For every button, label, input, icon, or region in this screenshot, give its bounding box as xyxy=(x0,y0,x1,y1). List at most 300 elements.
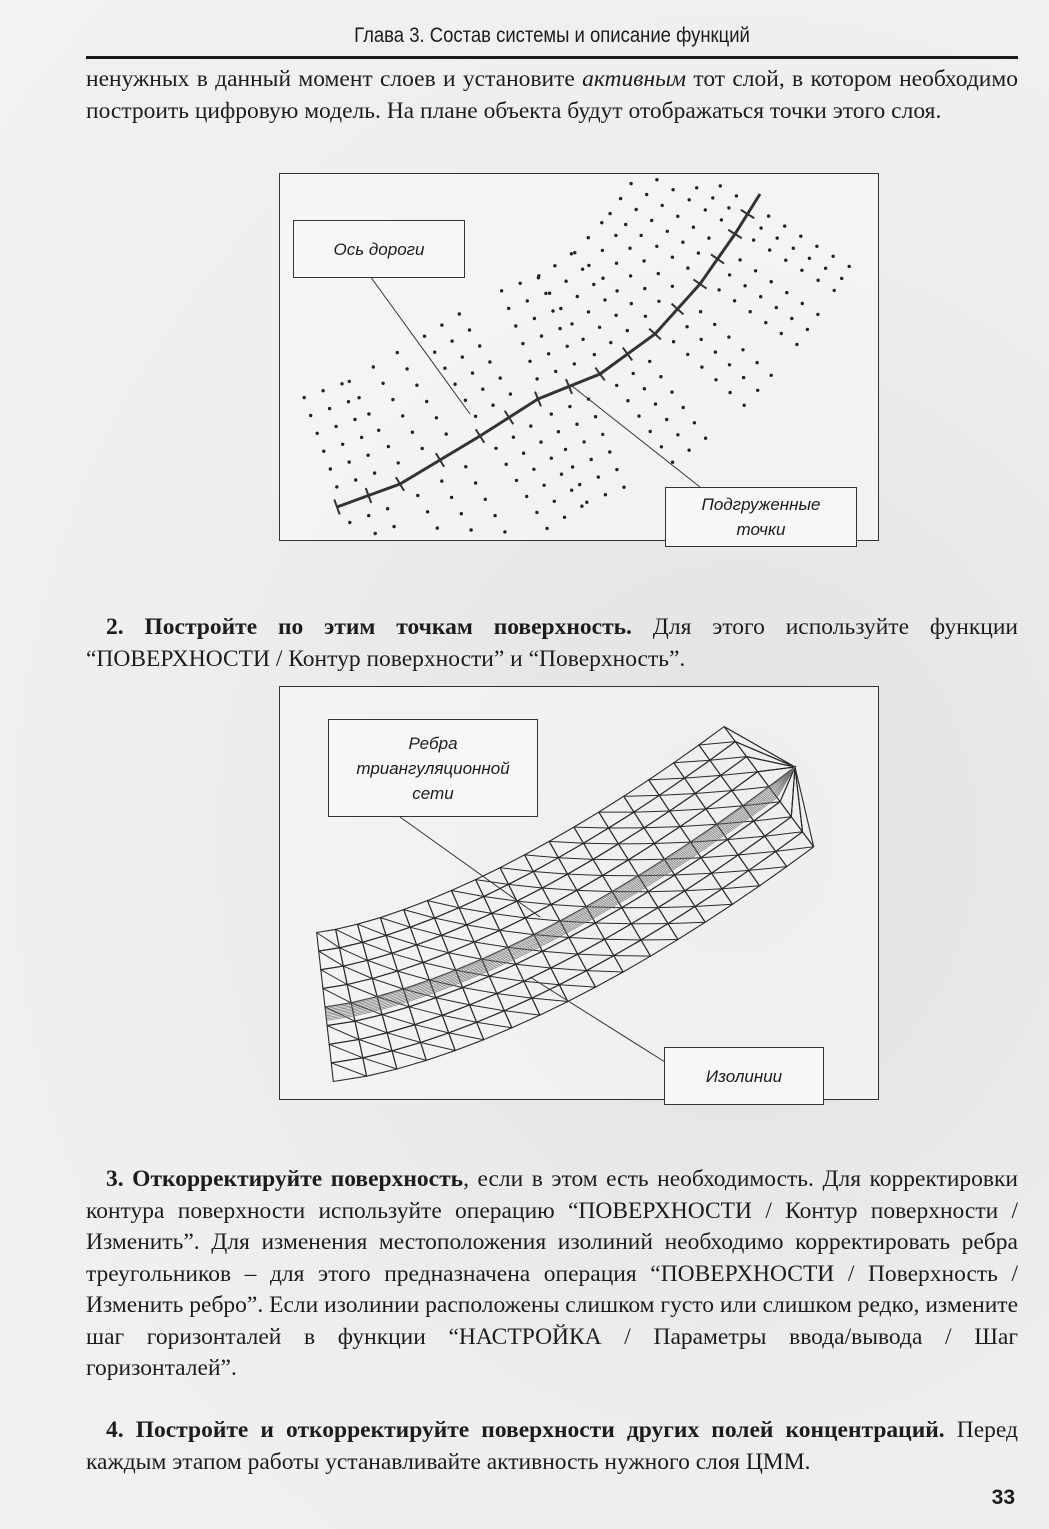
mesh-diagonal xyxy=(624,795,660,796)
survey-point xyxy=(682,406,685,409)
survey-point xyxy=(354,478,357,481)
survey-point xyxy=(396,351,399,354)
axis-tick xyxy=(728,230,742,238)
survey-point xyxy=(624,223,627,226)
survey-point xyxy=(648,360,651,363)
survey-point xyxy=(808,257,811,260)
survey-point xyxy=(507,307,510,310)
survey-point xyxy=(643,387,646,390)
survey-point xyxy=(484,498,487,501)
callout-loaded-points-line1: Подгруженные xyxy=(701,495,821,514)
survey-point xyxy=(582,440,585,443)
survey-point xyxy=(578,483,581,486)
survey-point xyxy=(686,353,689,356)
mesh-diagonal xyxy=(675,873,712,875)
survey-point xyxy=(738,258,741,261)
survey-point xyxy=(755,361,758,364)
survey-point xyxy=(357,396,360,399)
survey-point xyxy=(550,412,553,415)
survey-point xyxy=(590,458,593,461)
survey-point xyxy=(512,436,515,439)
mesh-diagonal xyxy=(500,930,534,934)
survey-point xyxy=(464,465,467,468)
survey-point xyxy=(559,307,562,310)
mesh-diagonal xyxy=(659,794,695,796)
survey-point xyxy=(348,460,351,463)
mesh-diagonal xyxy=(532,998,568,1001)
mesh-diagonal xyxy=(387,1033,421,1043)
mesh-diagonal xyxy=(382,1015,415,1025)
survey-point xyxy=(416,494,419,497)
survey-point xyxy=(573,251,576,254)
survey-point xyxy=(537,276,540,279)
survey-point xyxy=(461,355,464,358)
leader-road-axis xyxy=(370,276,470,414)
mesh-diagonal xyxy=(392,1051,426,1061)
survey-point xyxy=(700,338,703,341)
survey-point xyxy=(468,328,471,331)
survey-point xyxy=(571,465,574,468)
mesh-diagonal xyxy=(795,767,803,832)
survey-point xyxy=(585,501,588,504)
survey-point xyxy=(440,323,443,326)
survey-point xyxy=(474,481,477,484)
survey-point xyxy=(373,471,376,474)
survey-point xyxy=(366,454,369,457)
running-head: Глава 3. Состав системы и описание функций xyxy=(354,24,750,47)
survey-point xyxy=(735,194,738,197)
mesh-diagonal xyxy=(467,925,500,931)
mesh-diagonal xyxy=(359,1040,392,1051)
survey-point xyxy=(587,236,590,239)
mesh-diagonal xyxy=(654,842,690,843)
mesh-diagonal xyxy=(323,988,351,1002)
survey-point xyxy=(553,264,556,267)
survey-point xyxy=(719,184,722,187)
survey-point xyxy=(548,292,551,295)
mesh-diagonal xyxy=(634,811,670,812)
survey-point xyxy=(687,449,690,452)
survey-point xyxy=(615,262,618,265)
survey-point xyxy=(515,479,518,482)
mesh-diagonal xyxy=(695,904,732,906)
survey-point xyxy=(500,289,503,292)
survey-point xyxy=(551,309,554,312)
leader-loaded-points xyxy=(572,386,700,487)
intro-text-2: тот слой, в котором необходимо построить цифровую модель. На плане объекта будут отображаться точки этого слоя. xyxy=(86,66,1018,124)
survey-point xyxy=(581,338,584,341)
survey-point xyxy=(566,345,569,348)
survey-point xyxy=(848,265,851,268)
mesh-diagonal xyxy=(386,935,417,945)
mesh-diagonal xyxy=(363,1058,397,1069)
survey-point xyxy=(801,302,804,305)
survey-point xyxy=(649,430,652,433)
survey-point xyxy=(815,245,818,248)
survey-point xyxy=(433,351,436,354)
survey-point xyxy=(564,280,567,283)
mesh-diagonal xyxy=(459,908,492,914)
survey-point xyxy=(440,479,443,482)
mesh-diagonal xyxy=(584,843,619,844)
survey-point xyxy=(650,219,653,222)
survey-point xyxy=(840,277,843,280)
mesh-diagonal xyxy=(321,970,347,985)
mesh-diagonal xyxy=(685,889,722,891)
survey-point xyxy=(464,399,467,402)
survey-point xyxy=(601,249,604,252)
mesh-diagonal xyxy=(372,979,403,990)
survey-point xyxy=(655,245,658,248)
survey-point xyxy=(770,280,773,283)
mesh-diagonal xyxy=(476,880,509,885)
mesh-diagonal xyxy=(410,927,441,935)
callout-road-axis xyxy=(293,220,465,278)
survey-point xyxy=(341,443,344,446)
survey-point xyxy=(713,323,716,326)
survey-point xyxy=(348,521,351,524)
mesh-diagonal xyxy=(685,775,721,778)
survey-point xyxy=(671,188,674,191)
survey-point xyxy=(593,353,596,356)
survey-point xyxy=(405,367,408,370)
mesh-diagonal xyxy=(343,966,372,978)
survey-point xyxy=(544,292,547,295)
axis-tick xyxy=(711,254,724,263)
survey-point xyxy=(580,505,583,508)
survey-point xyxy=(688,198,691,201)
survey-point xyxy=(499,376,502,379)
axis-tick xyxy=(741,210,755,218)
survey-point xyxy=(367,514,370,517)
survey-point xyxy=(377,429,380,432)
survey-point xyxy=(686,266,689,269)
survey-point xyxy=(545,527,548,530)
survey-point xyxy=(665,418,668,421)
step-3-text: , если в этом есть необходимость. Для корректировки контура поверхности используйте операцию “ПОВЕРХНОСТИ / Контур поверхности / Изменить”. Для изменения местоположения изолиний необходимо корректировать ребра треугольников – для этого предназначена операция “ПОВЕРХНОСТИ / Поверхность / Изменить ребро”. Если изолинии расположены слишком густо или слишком редко, измените шаг горизонталей в функции “НАСТРОЙКА / Параметры ввода/вывода / Шаг горизонталей”. xyxy=(86,1166,1018,1381)
survey-point xyxy=(629,274,632,277)
mesh-diagonal xyxy=(721,772,758,776)
mesh-diagonal xyxy=(551,905,586,907)
mesh-diagonal xyxy=(470,1005,505,1011)
callout-tin-edges-line1: Ребра xyxy=(408,733,458,753)
survey-point xyxy=(568,405,571,408)
mesh-diagonal xyxy=(492,913,526,918)
survey-point xyxy=(322,450,325,453)
survey-point xyxy=(587,310,590,313)
mesh-diagonal xyxy=(404,910,435,918)
survey-point xyxy=(783,224,786,227)
survey-point xyxy=(693,421,696,424)
survey-point xyxy=(570,322,573,325)
survey-point xyxy=(533,317,536,320)
survey-point xyxy=(707,236,710,239)
survey-point xyxy=(661,204,664,207)
survey-point xyxy=(695,186,698,189)
survey-point xyxy=(526,299,529,302)
mesh-diagonal xyxy=(398,971,430,980)
survey-point xyxy=(816,313,819,316)
mesh-diagonal xyxy=(644,827,680,828)
step-4-text: Перед каждым этапом работы устанавливайте активность нужного слоя ЦММ. xyxy=(86,1417,1018,1475)
survey-point xyxy=(619,197,622,200)
mesh-diagonal xyxy=(699,742,735,745)
step-2-paragraph xyxy=(86,612,1018,675)
callout-loaded-points xyxy=(665,487,857,547)
mesh-diagonal xyxy=(551,968,587,971)
survey-point xyxy=(603,298,606,301)
survey-point xyxy=(699,310,702,313)
survey-point xyxy=(676,433,679,436)
survey-point xyxy=(529,424,532,427)
mesh-diagonal xyxy=(380,918,410,928)
survey-point xyxy=(554,370,557,373)
mesh-diagonal xyxy=(724,727,795,767)
survey-point xyxy=(519,282,522,285)
mesh-diagonal xyxy=(710,757,747,761)
survey-point xyxy=(481,388,484,391)
mesh-diagonal xyxy=(747,757,796,767)
survey-point xyxy=(488,360,491,363)
mesh-diagonal xyxy=(367,960,397,971)
mesh-diagonal xyxy=(417,945,449,953)
survey-point xyxy=(425,400,428,403)
survey-point xyxy=(392,525,395,528)
leader-isolines xyxy=(530,977,665,1062)
survey-point xyxy=(671,285,674,288)
mesh-diagonal xyxy=(340,948,368,961)
mesh-diagonal xyxy=(595,923,631,924)
mesh-diagonal xyxy=(568,874,603,875)
survey-point xyxy=(575,423,578,426)
mesh-diagonal xyxy=(516,964,551,968)
mesh-diagonal xyxy=(670,809,706,811)
mesh-diagonal xyxy=(525,855,559,858)
mesh-diagonal xyxy=(722,886,760,889)
survey-point xyxy=(728,363,731,366)
survey-point xyxy=(367,412,370,415)
survey-point xyxy=(458,312,461,315)
survey-point xyxy=(637,414,640,417)
survey-point xyxy=(799,235,802,238)
survey-point xyxy=(436,526,439,529)
mesh-diagonal xyxy=(409,1007,442,1016)
survey-point xyxy=(374,532,377,535)
survey-point xyxy=(717,288,720,291)
mesh-diagonal xyxy=(427,901,459,908)
survey-point xyxy=(628,247,631,250)
survey-point xyxy=(573,362,576,365)
mesh-diagonal xyxy=(497,994,532,999)
survey-point xyxy=(643,287,646,290)
survey-point xyxy=(450,496,453,499)
survey-point xyxy=(608,212,611,215)
survey-point xyxy=(478,344,481,347)
survey-point xyxy=(353,418,356,421)
survey-point xyxy=(600,221,603,224)
survey-point xyxy=(626,329,629,332)
survey-point xyxy=(609,341,612,344)
survey-point xyxy=(570,252,573,255)
survey-point xyxy=(615,384,618,387)
survey-point xyxy=(672,340,675,343)
leader-tin-edges xyxy=(400,817,540,917)
survey-point xyxy=(474,415,477,418)
survey-point xyxy=(752,238,755,241)
survey-point xyxy=(632,372,635,375)
survey-point xyxy=(654,402,657,405)
survey-point xyxy=(415,384,418,387)
mesh-diagonal xyxy=(474,942,508,947)
survey-point xyxy=(360,436,363,439)
mesh-diagonal xyxy=(542,951,577,954)
mesh-diagonal xyxy=(593,859,628,860)
survey-point xyxy=(450,339,453,342)
survey-point xyxy=(704,437,707,440)
mesh-diagonal xyxy=(695,791,732,794)
mesh-diagonal xyxy=(336,929,363,942)
survey-point xyxy=(759,295,762,298)
survey-point xyxy=(615,468,618,471)
survey-point xyxy=(645,193,648,196)
mesh-diagonal xyxy=(628,859,664,860)
survey-point xyxy=(764,321,767,324)
intro-text-1: ненужных в данный момент слоев и установите xyxy=(86,66,583,92)
survey-point xyxy=(386,507,389,510)
mesh-diagonal xyxy=(317,933,340,948)
survey-point xyxy=(426,510,429,513)
survey-point xyxy=(494,447,497,450)
mesh-diagonal xyxy=(648,891,685,892)
mesh-diagonal xyxy=(727,836,764,839)
mesh-diagonal xyxy=(327,1026,359,1040)
mesh-diagonal xyxy=(549,841,583,843)
survey-point xyxy=(768,248,771,251)
survey-point xyxy=(640,234,643,237)
mesh-diagonal xyxy=(605,939,641,940)
survey-point xyxy=(601,277,604,280)
survey-point xyxy=(831,255,834,258)
mesh-diagonal xyxy=(577,890,612,891)
survey-point xyxy=(321,389,324,392)
survey-point xyxy=(435,416,438,419)
survey-point xyxy=(615,289,618,292)
step-3-paragraph xyxy=(86,1164,1018,1385)
mesh-diagonal xyxy=(436,998,470,1005)
mesh-diagonal xyxy=(451,891,483,897)
survey-point xyxy=(493,514,496,517)
survey-point xyxy=(592,283,595,286)
intro-emphasis: активным xyxy=(582,66,687,92)
mesh-diagonal xyxy=(477,1022,512,1028)
survey-point xyxy=(340,382,343,385)
survey-point xyxy=(833,289,836,292)
callout-road-axis-label: Ось дороги xyxy=(333,239,425,259)
survey-point xyxy=(754,269,757,272)
survey-point xyxy=(587,264,590,267)
survey-point xyxy=(521,342,524,345)
mesh-diagonal xyxy=(331,1063,366,1076)
survey-point xyxy=(727,335,730,338)
mesh-diagonal xyxy=(421,1043,456,1051)
mesh-diagonal xyxy=(449,1033,484,1040)
mesh-diagonal xyxy=(355,1021,387,1033)
survey-point xyxy=(806,328,809,331)
callout-isolines xyxy=(664,1047,824,1105)
survey-point xyxy=(557,430,560,433)
step-2-heading: 2. Постройте по этим точкам поверхность. xyxy=(106,614,632,640)
survey-point xyxy=(316,432,319,435)
survey-point xyxy=(535,511,538,514)
survey-point xyxy=(598,326,601,329)
survey-point xyxy=(525,495,528,498)
mesh-diagonal xyxy=(533,872,567,875)
mesh-diagonal xyxy=(558,858,593,860)
survey-point xyxy=(733,299,736,302)
step-4-heading: 4. Постройте и откорректируйте поверхности других полей концентраций. xyxy=(106,1417,945,1443)
survey-point xyxy=(601,433,604,436)
step-4-paragraph xyxy=(86,1415,1018,1478)
survey-point xyxy=(509,392,512,395)
survey-point xyxy=(540,334,543,337)
survey-point xyxy=(759,226,762,229)
mesh-diagonal xyxy=(559,985,595,987)
survey-point xyxy=(671,256,674,259)
survey-point xyxy=(391,398,394,401)
survey-point xyxy=(445,432,448,435)
survey-point xyxy=(570,489,573,492)
page-number: 33 xyxy=(991,1486,1015,1509)
survey-point xyxy=(460,512,463,515)
callout-tin-edges-line3: сети xyxy=(412,783,454,803)
mesh-diagonal xyxy=(504,1011,540,1015)
survey-point xyxy=(614,314,617,317)
mesh-diagonal xyxy=(574,827,609,828)
callout-tin-edges-line2: триангуляционной xyxy=(356,758,510,778)
survey-point xyxy=(564,448,567,451)
callout-loaded-points-line2: точки xyxy=(736,520,786,539)
mesh-diagonal xyxy=(463,988,497,994)
survey-point xyxy=(604,493,607,496)
survey-point xyxy=(714,350,717,353)
survey-point xyxy=(381,382,384,385)
survey-point xyxy=(347,400,350,403)
survey-point xyxy=(528,360,531,363)
survey-point xyxy=(553,500,556,503)
mesh-diagonal xyxy=(423,963,456,971)
survey-point xyxy=(728,391,731,394)
survey-point xyxy=(816,279,819,282)
survey-point xyxy=(666,230,669,233)
mesh-diagonal xyxy=(500,868,533,872)
mesh-diagonal xyxy=(732,787,769,791)
mesh-diagonal xyxy=(674,760,710,763)
figure-tin-surface xyxy=(279,686,879,1100)
survey-point xyxy=(630,302,633,305)
mesh-diagonal xyxy=(442,1015,476,1022)
survey-point xyxy=(443,367,446,370)
survey-point xyxy=(594,415,597,418)
mesh-diagonal xyxy=(489,976,524,981)
mesh-diagonal xyxy=(578,954,614,956)
survey-point xyxy=(547,352,550,355)
survey-point xyxy=(671,461,674,464)
survey-point xyxy=(581,268,584,271)
survey-point xyxy=(644,315,647,318)
survey-point xyxy=(560,473,563,476)
survey-point xyxy=(676,215,679,218)
survey-point xyxy=(795,343,798,346)
